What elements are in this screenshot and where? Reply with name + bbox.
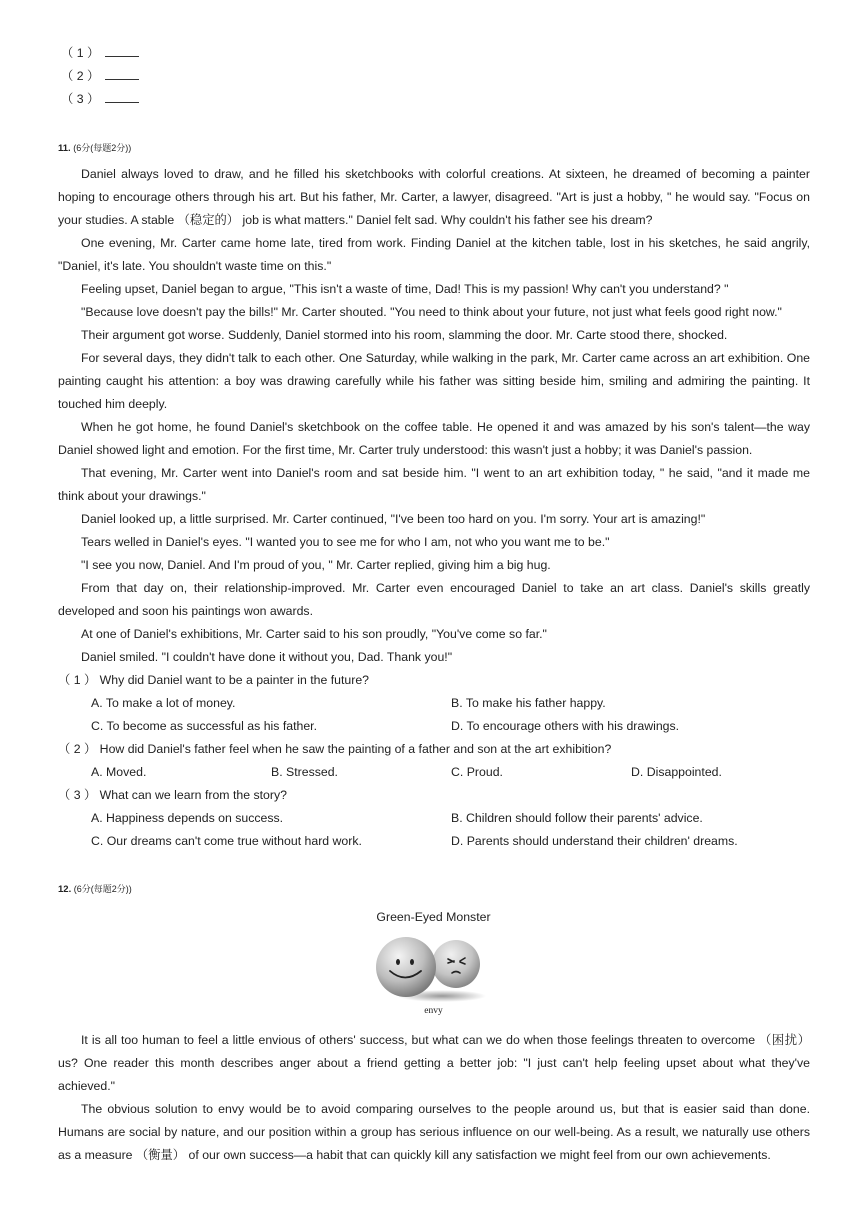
option-1a[interactable]: A. To make a lot of money. <box>91 696 236 710</box>
option-3b[interactable]: B. Children should follow their parents' advice. <box>451 811 703 825</box>
question-score: (6分(每题2分)) <box>73 884 132 894</box>
sub-question-2-stem: （ 2 ） How did Daniel's father feel when he saw the painting of a father and son at the art exhibition? <box>58 742 612 756</box>
passage-paragraph: Their argument got worse. Suddenly, Daniel stormed into his room, slamming the door. Mr. Carte stood there, shocked. <box>81 328 728 342</box>
passage-paragraph: Daniel always loved to draw, and he filled his sketchbooks with colorful creations. At sixteen, he dreamed of becoming a painter hoping to encourage others through his art. But his father, Mr. Carter, a lawyer, disagreed. "Art is just a hobby, " he would say. "Focus on your studies. A stable （稳定的） job is what matters." Daniel felt sad. Why couldn't his father see his dream? <box>58 167 810 227</box>
option-1c[interactable]: C. To become as successful as his father. <box>91 719 318 733</box>
option-1b[interactable]: B. To make his father happy. <box>451 696 606 710</box>
question-score: (6分(每题2分)) <box>73 143 132 153</box>
option-1d[interactable]: D. To encourage others with his drawings. <box>451 719 680 733</box>
answer-blank-3[interactable]: （ 3 ） <box>61 88 139 111</box>
passage-title: Green-Eyed Monster <box>376 910 491 924</box>
passage-paragraph: Daniel looked up, a little surprised. Mr. Carter continued, "I've been too hard on you. I'm sorry. Your art is amazing!" <box>81 512 706 526</box>
question-number: 12. <box>58 884 72 895</box>
figure-caption: envy <box>424 1006 443 1016</box>
question-12-header <box>58 882 132 897</box>
question-11-header <box>58 141 131 156</box>
passage-paragraph: Tears welled in Daniel's eyes. "I wanted you to see me for who I am, not who you want me to be." <box>81 535 610 549</box>
blank-underline <box>105 90 139 103</box>
passage-paragraph: Feeling upset, Daniel began to argue, "This isn't a waste of time, Dad! This is my passion! Why can't you understand? " <box>81 282 729 296</box>
passage-paragraph: "I see you now, Daniel. And I'm proud of you, " Mr. Carter replied, giving him a big hug. <box>81 558 551 572</box>
answer-blank-2[interactable]: （ 2 ） <box>61 65 139 88</box>
smiley-ball <box>376 937 436 997</box>
passage-paragraph: One evening, Mr. Carter came home late, tired from work. Finding Daniel at the kitchen table, lost in his sketches, he said angrily, "Daniel, it's late. You shouldn't waste time on this." <box>58 236 810 273</box>
passage-paragraph: It is all too human to feel a little envious of others' success, but what can we do when those feelings threaten to overcome （困扰） us? One reader this month describes anger about a friend getting a better job: "I just can't help feeling upset about what they've achieved." <box>58 1033 810 1093</box>
passage-paragraph: "Because love doesn't pay the bills!" Mr. Carter shouted. "You need to think about your future, not just what feels good right now." <box>81 305 782 319</box>
sub-question-1-stem: （ 1 ） Why did Daniel want to be a painter in the future? <box>58 673 370 687</box>
question-number: 11. <box>58 143 71 154</box>
blank-underline <box>105 44 139 57</box>
passage-paragraph: When he got home, he found Daniel's sketchbook on the coffee table. He opened it and was amazed by his son's talent—the way Daniel showed light and emotion. For the first time, Mr. Carter truly understood: this wasn't just a hobby; it was Daniel's passion. <box>58 420 810 457</box>
passage-paragraph: The obvious solution to envy would be to avoid comparing ourselves to the people around us, but that is easier said than done. Humans are social by nature, and our position within a group has serious influence on our well-being. As a result, we naturally use others as a measure （衡量） of our own success—a habit that can quickly kill any satisfaction we might feel from our own achievements. <box>58 1102 810 1162</box>
option-3d[interactable]: D. Parents should understand their children' dreams. <box>451 834 738 848</box>
passage-paragraph: At one of Daniel's exhibitions, Mr. Carter said to his son proudly, "You've come so far." <box>81 627 547 641</box>
option-2c[interactable]: C. Proud. <box>451 765 503 779</box>
answer-blank-1[interactable]: （ 1 ） <box>61 42 139 65</box>
passage-paragraph: That evening, Mr. Carter went into Daniel's room and sat beside him. "I went to an art exhibition today, " he said, "and it made me think about your drawings." <box>58 466 810 503</box>
blank-underline <box>105 67 139 80</box>
passage-paragraph: Daniel smiled. "I couldn't have done it without you, Dad. Thank you!" <box>81 650 453 664</box>
option-2b[interactable]: B. Stressed. <box>271 765 338 779</box>
envy-illustration <box>372 932 492 1004</box>
sub-question-3-stem: （ 3 ） What can we learn from the story? <box>58 788 287 802</box>
option-3a[interactable]: A. Happiness depends on success. <box>91 811 284 825</box>
option-2d[interactable]: D. Disappointed. <box>631 765 722 779</box>
passage-paragraph: From that day on, their relationship-improved. Mr. Carter even encouraged Daniel to take an art class. Daniel's skills greatly developed and soon his paintings won awards. <box>58 581 810 618</box>
option-2a[interactable]: A. Moved. <box>91 765 147 779</box>
passage-paragraph: For several days, they didn't talk to each other. One Saturday, while walking in the park, Mr. Carter came across an art exhibition. One painting caught his attention: a boy was drawing carefully while his father was sitting beside him, smiling and admiring the painting. It touched him deeply. <box>58 351 810 411</box>
angry-ball <box>432 940 480 988</box>
option-3c[interactable]: C. Our dreams can't come true without hard work. <box>91 834 362 848</box>
